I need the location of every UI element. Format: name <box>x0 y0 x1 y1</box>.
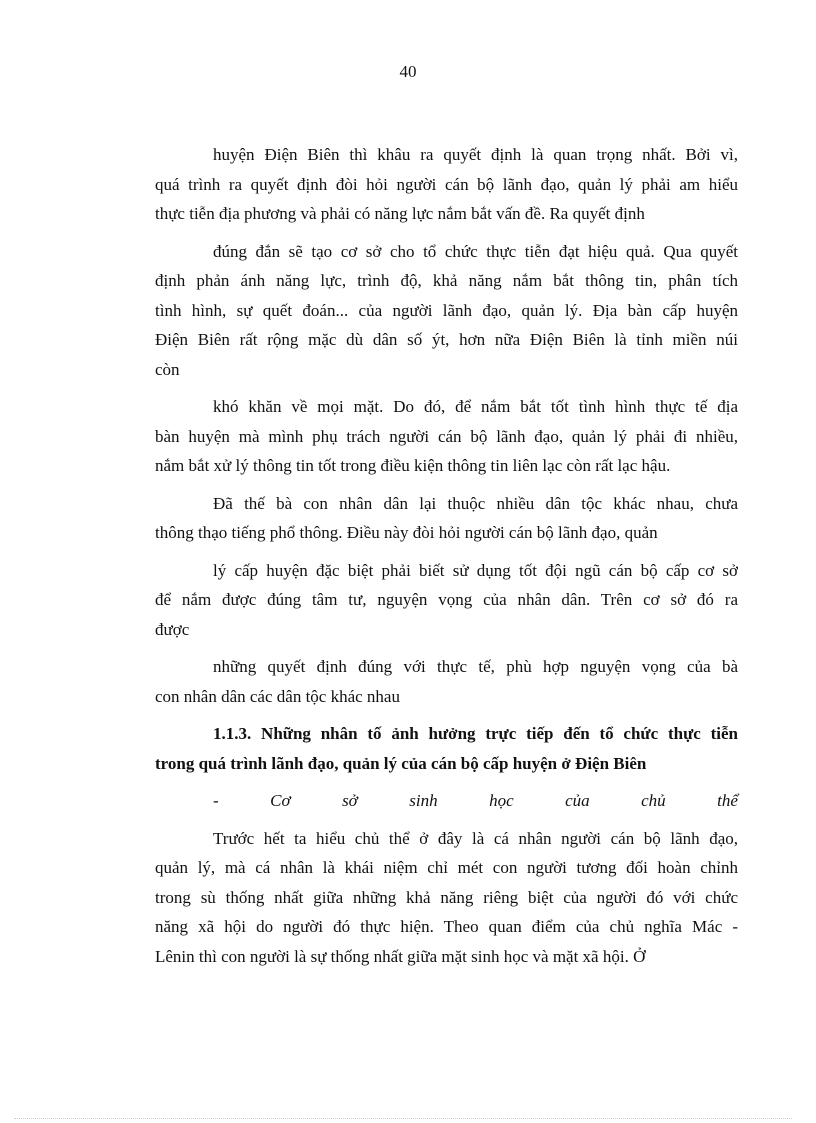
text-line: được <box>155 619 190 639</box>
text-line: lý cấp huyện đặc biệt phải biết sử dụng tốt đội ngũ cán bộ cấp cơ sở <box>213 560 738 580</box>
paragraph <box>155 652 738 711</box>
subsection-word: thể <box>717 791 738 810</box>
paragraph-gap <box>155 711 738 719</box>
text-line: huyện Điện Biên thì khâu ra quyết định là quan trọng nhất. Bởi vì, <box>213 145 738 164</box>
text-line: Điện Biên rất rộng mặc dù dân số ýt, hơn nữa Điện Biên là tỉnh miền núi <box>155 330 738 349</box>
subsection-word: Cơ <box>270 791 291 810</box>
text-line: đúng đắn sẽ tạo cơ sở cho tổ chức thực tiễn đạt hiệu quả. Qua quyết <box>213 241 738 261</box>
paragraph <box>155 489 738 548</box>
text-line: quản lý, mà cá nhân là khái niệm chỉ mét con người tương đối hoàn chỉnh <box>155 858 738 877</box>
subsection-word: của <box>565 791 590 810</box>
paragraph-gap <box>155 816 738 824</box>
subsection-title <box>155 786 738 816</box>
text-line: thực tiễn địa phương và phải có năng lực nắm bắt vấn đề. Ra quyết định <box>155 204 645 223</box>
text-line: để nắm được đúng tâm tư, nguyện vọng của nhân dân. Trên cơ sở đó ra <box>155 590 738 609</box>
text-line: còn <box>155 359 180 379</box>
text-line: trong quá trình lãnh đạo, quản lý của cán bộ cấp huyện ở Điện Biên <box>155 753 647 773</box>
subsection-word: chủ <box>641 791 666 810</box>
subsection-word: học <box>489 791 514 810</box>
subsection-word: sở <box>342 791 358 810</box>
page-number: 40 <box>399 62 417 81</box>
paragraph <box>155 824 738 972</box>
paragraph-gap <box>155 481 738 489</box>
text-line: quá trình ra quyết định đòi hỏi người cán bộ lãnh đạo, quản lý phải am hiểu <box>155 174 738 194</box>
text-line: định phản ánh năng lực, trình độ, khả năng nắm bắt thông tin, phân tích <box>155 271 738 290</box>
page-bottom-border <box>14 1118 792 1119</box>
paragraph-gap <box>155 384 738 392</box>
text-line: 1.1.3. Những nhân tố ảnh hưởng trực tiếp đến tổ chức thực tiễn <box>213 724 738 743</box>
text-line: năng xã hội do người đó thực hiện. Theo quan điểm của chủ nghĩa Mác - <box>155 917 738 936</box>
paragraph-gap <box>155 229 738 237</box>
text-line: Lênin thì con người là sự thống nhất giữa mặt sinh học và mặt xã hội. Ở <box>155 946 646 966</box>
paragraph <box>155 237 738 385</box>
text-line: nắm bắt xử lý thông tin tốt trong điều kiện thông tin liên lạc còn rất lạc hậu. <box>155 456 671 475</box>
text-line: khó khăn về mọi mặt. Do đó, để nắm bắt tốt tình hình thực tế địa <box>213 397 738 416</box>
paragraph-gap <box>155 548 738 556</box>
paragraph <box>155 392 738 481</box>
text-line: tình hình, sự quết đoán... của người lãnh đạo, quản lý. Địa bàn cấp huyện <box>155 300 738 320</box>
text-line: con nhân dân các dân tộc khác nhau <box>155 686 400 706</box>
text-line: Trước hết ta hiểu chủ thể ở đây là cá nhân người cán bộ lãnh đạo, <box>213 828 738 848</box>
subsection-word: sinh <box>409 791 438 810</box>
paragraph <box>155 556 738 645</box>
text-line: Đã thế bà con nhân dân lại thuộc nhiều dân tộc khác nhau, chưa <box>213 493 738 513</box>
text-line: trong sù thống nhất giữa những khả năng riêng biệt của người đó với chức <box>155 887 738 907</box>
paragraph-gap <box>155 778 738 786</box>
paragraph <box>155 140 738 229</box>
text-line: thông thạo tiếng phổ thông. Điều này đòi hỏi người cán bộ lãnh đạo, quản <box>155 523 658 542</box>
section-heading <box>155 719 738 778</box>
text-line: những quyết định đúng với thực tế, phù hợp nguyện vọng của bà <box>213 657 738 676</box>
text-line: bàn huyện mà mình phụ trách người cán bộ lãnh đạo, quản lý phải đi nhiều, <box>155 426 738 446</box>
subsection-word: - <box>213 791 219 810</box>
paragraph-gap <box>155 644 738 652</box>
document-body <box>155 140 738 971</box>
